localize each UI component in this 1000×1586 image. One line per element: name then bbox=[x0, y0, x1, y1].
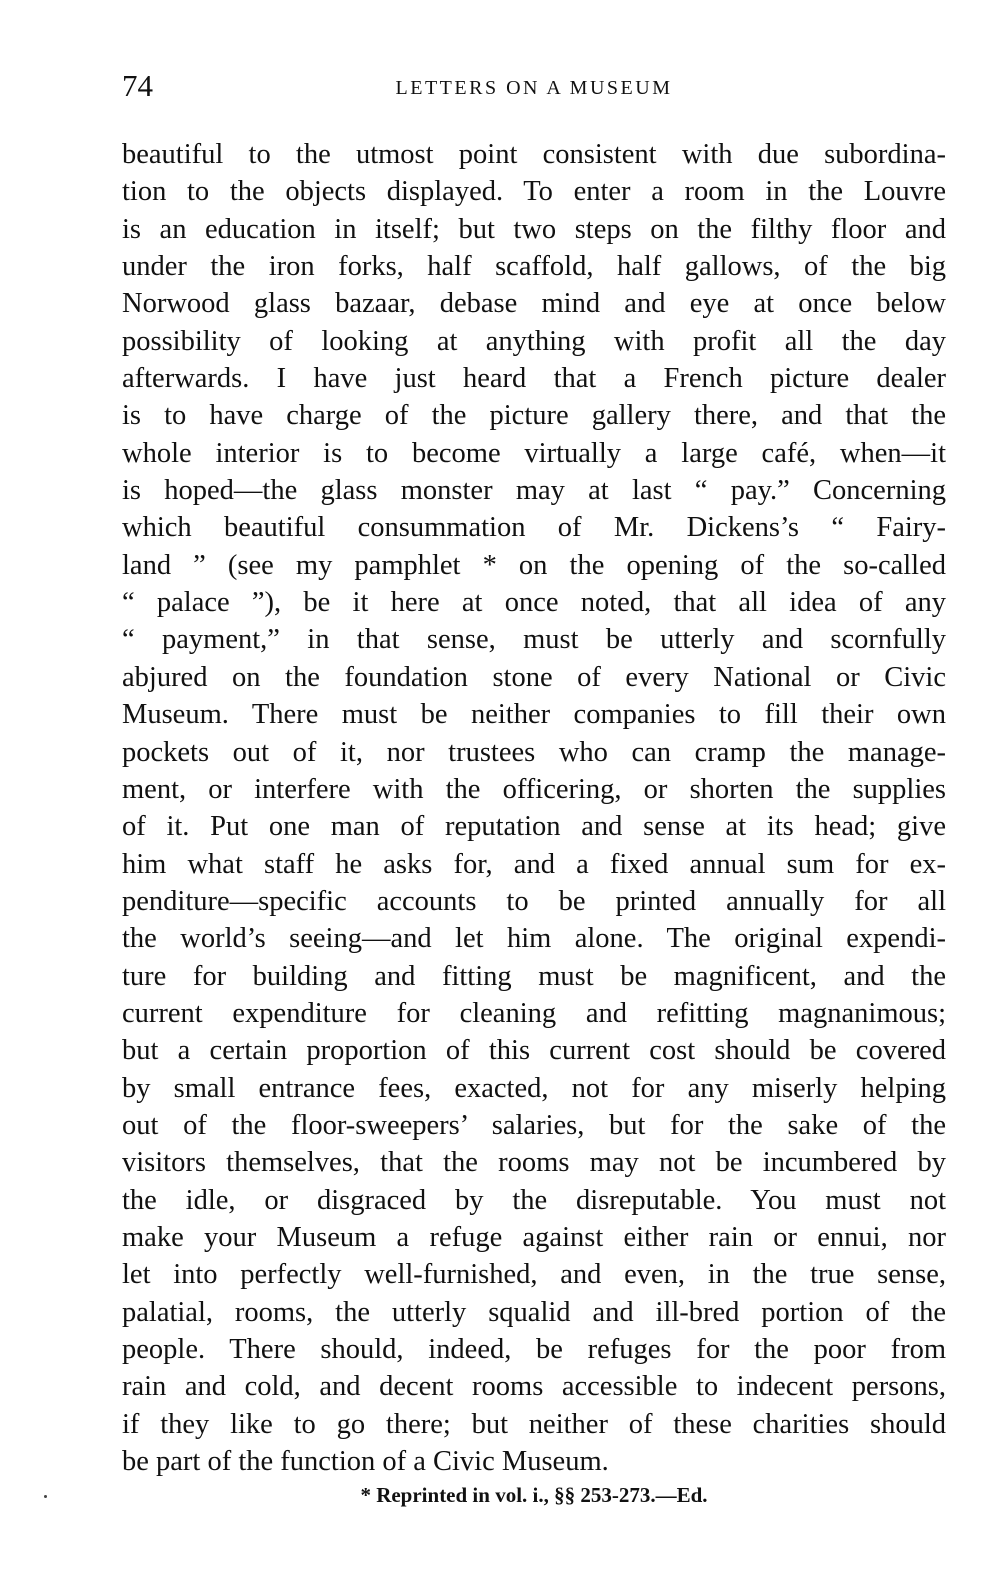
text-line: ture for building and fitting must be magnificent, and the bbox=[122, 960, 946, 992]
text-line: land ” (see my pamphlet * on the opening of the so-called bbox=[122, 549, 946, 581]
text-line: pockets out of it, nor trustees who can cramp the manage- bbox=[122, 736, 946, 768]
body-text bbox=[122, 136, 946, 1480]
text-line: let into perfectly well-furnished, and even, in the true sense, bbox=[122, 1259, 946, 1291]
text-line: visitors themselves, that the rooms may not be incumbered by bbox=[122, 1147, 946, 1179]
text-line: palatial, rooms, the utterly squalid and ill-bred portion of the bbox=[122, 1296, 946, 1328]
text-line: of it. Put one man of reputation and sense at its head; give bbox=[122, 811, 946, 843]
text-line: under the iron forks, half scaffold, half gallows, of the big bbox=[122, 251, 946, 283]
text-line: is an education in itself; but two steps on the filthy floor and bbox=[122, 213, 946, 245]
text-line: is to have charge of the picture gallery there, and that the bbox=[122, 400, 946, 432]
text-line: “ payment,” in that sense, must be utterly and scornfully bbox=[122, 624, 946, 656]
text-line: Museum. There must be neither companies to fill their own bbox=[122, 699, 946, 731]
text-line-last: be part of the function of a Civic Museum. bbox=[122, 1446, 609, 1478]
text-line: Norwood glass bazaar, debase mind and eye at once below bbox=[122, 288, 946, 320]
text-line: people. There should, indeed, be refuges for the poor from bbox=[122, 1334, 946, 1365]
text-line: out of the floor-sweepers’ salaries, but for the sake of the bbox=[122, 1109, 946, 1141]
text-line: the idle, or disgraced by the disreputable. You must not bbox=[122, 1184, 946, 1216]
text-line: whole interior is to become virtually a large café, when—it bbox=[122, 437, 946, 469]
text-line: the world’s seeing—and let him alone. The original expendi- bbox=[122, 923, 946, 955]
text-line: afterwards. I have just heard that a French picture dealer bbox=[122, 363, 946, 395]
print-speck bbox=[44, 1495, 47, 1498]
footnote: * Reprinted in vol. i., §§ 253-273.—Ed. bbox=[360, 1483, 708, 1507]
text-line: is hoped—the glass monster may at last “ pay.” Concerning bbox=[122, 475, 946, 507]
text-line: by small entrance fees, exacted, not for any miserly helping bbox=[122, 1072, 946, 1104]
text-line: beautiful to the utmost point consistent with due subordina- bbox=[122, 139, 946, 170]
text-line: tion to the objects displayed. To enter a room in the Louvre bbox=[122, 176, 946, 208]
running-title: LETTERS ON A MUSEUM bbox=[395, 77, 673, 99]
text-line: him what staff he asks for, and a fixed annual sum for ex- bbox=[122, 848, 946, 880]
text-line: abjured on the foundation stone of every National or Civic bbox=[122, 661, 946, 693]
text-line: make your Museum a refuge against either rain or ennui, nor bbox=[122, 1221, 946, 1253]
text-line: possibility of looking at anything with profit all the day bbox=[122, 325, 946, 357]
text-line: penditure—specific accounts to be printed annually for all bbox=[122, 885, 946, 917]
text-line: ment, or interfere with the officering, or shorten the supplies bbox=[122, 773, 946, 805]
text-line: “ palace ”), be it here at once noted, that all idea of any bbox=[122, 587, 946, 619]
text-line: rain and cold, and decent rooms accessible to indecent persons, bbox=[122, 1371, 946, 1403]
text-line: if they like to go there; but neither of these charities should bbox=[122, 1408, 946, 1440]
text-line: current expenditure for cleaning and refitting magnanimous; bbox=[122, 997, 946, 1029]
page-number: 74 bbox=[122, 68, 153, 103]
page-header bbox=[122, 64, 946, 108]
text-line: which beautiful consummation of Mr. Dickens’s “ Fairy- bbox=[122, 512, 946, 544]
text-line: but a certain proportion of this current cost should be covered bbox=[122, 1035, 946, 1067]
